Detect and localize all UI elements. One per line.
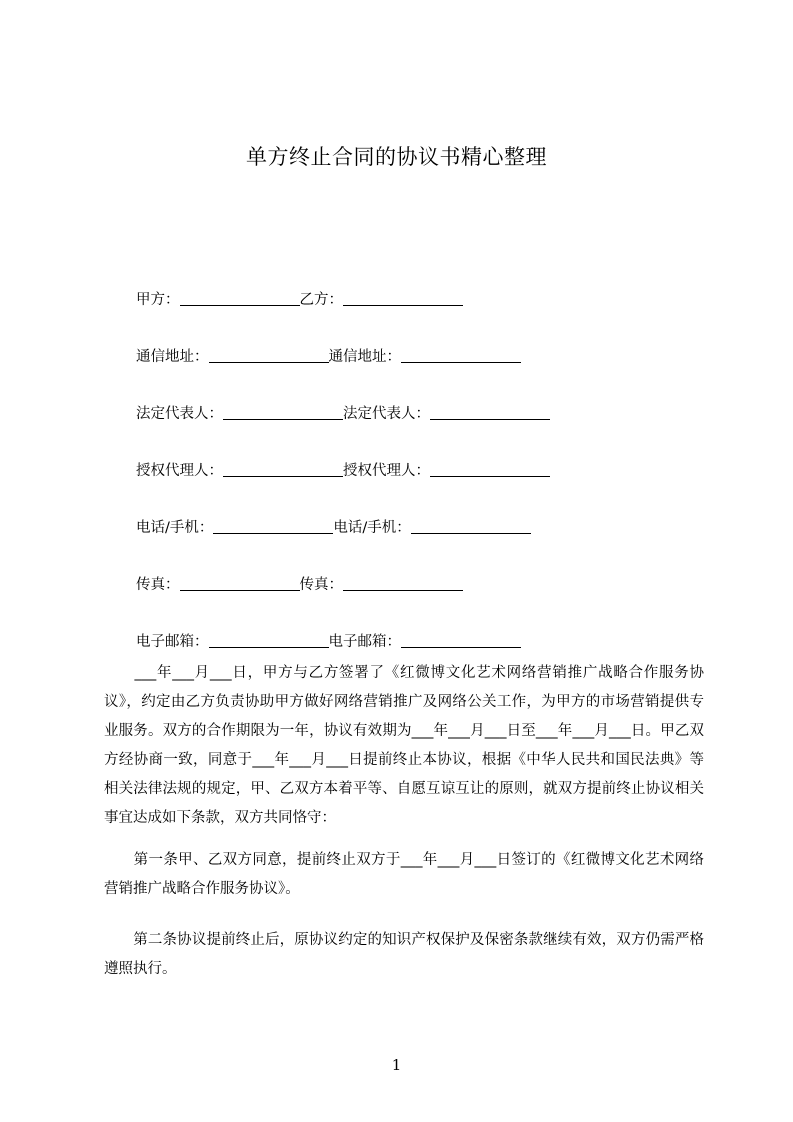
document-title: 单方终止合同的协议书精心整理: [246, 145, 547, 169]
party-b-email-blank: [401, 629, 521, 648]
party-a-agent-label: 授权代理人：: [136, 463, 223, 479]
party-b-phone-label: 电话/手机：: [333, 520, 411, 536]
party-b-legal-rep-blank: [430, 401, 550, 420]
party-b-address-label: 通信地址：: [328, 349, 401, 365]
party-a-legal-rep-label: 法定代表人：: [136, 406, 223, 422]
party-row-agent: [136, 457, 756, 514]
party-row-name: [136, 286, 756, 343]
party-row-address: [136, 343, 756, 400]
party-b-fax-label: 传真：: [299, 577, 343, 593]
party-a-agent-blank: [223, 458, 343, 477]
party-b-legal-rep-label: 法定代表人：: [343, 406, 430, 422]
party-a-fax-label: 传真：: [136, 577, 180, 593]
party-b-agent-label: 授权代理人：: [343, 463, 430, 479]
party-row-fax: [136, 571, 756, 628]
party-a-phone-blank: [213, 515, 333, 534]
party-b-label: 乙方：: [299, 292, 343, 308]
party-b-phone-blank: [411, 515, 531, 534]
party-a-legal-rep-blank: [223, 401, 343, 420]
party-row-legal-rep: [136, 400, 756, 457]
party-a-fax-blank: [180, 572, 300, 591]
party-b-fax-blank: [343, 572, 463, 591]
party-a-address-blank: [209, 344, 329, 363]
party-b-agent-blank: [430, 458, 550, 477]
article-1-paragraph: 第一条甲、乙双方同意，提前终止双方于___年___月___日签订的《红微博文化艺术网络营销推广战略合作服务协议》。: [104, 852, 704, 897]
party-a-blank: [180, 287, 300, 306]
party-info-block: [136, 286, 756, 685]
party-a-phone-label: 电话/手机：: [136, 520, 214, 536]
page-number: 1: [391, 1056, 402, 1074]
party-a-address-label: 通信地址：: [136, 349, 209, 365]
intro-paragraph: ___年___月___日，甲方与乙方签署了《红微博文化艺术网络营销推广战略合作服务协议》，约定由乙方负责协助甲方做好网络营销推广及网络公关工作，为甲方的市场营销提供专业服务。双方的合作期限为一年，协议有效期为___年___月___日至___年___月___日。甲乙双方经协商一致，同意于___年___月___日提前终止本协议，根据《中华人民共和国民法典》等相关法律法规的规定，甲、乙双方本着平等、自愿互谅互让的原则，就双方提前终止协议相关事宜达成如下条款，双方共同恪守：: [104, 665, 704, 826]
party-a-email-label: 电子邮箱：: [136, 634, 209, 650]
party-b-blank: [343, 287, 463, 306]
party-b-email-label: 电子邮箱：: [328, 634, 401, 650]
party-a-label: 甲方：: [136, 292, 180, 308]
party-b-address-blank: [401, 344, 521, 363]
article-2-paragraph: 第二条协议提前终止后，原协议约定的知识产权保护及保密条款继续有效，双方仍需严格遵照执行。: [104, 932, 704, 977]
party-row-phone: [136, 514, 756, 571]
party-a-email-blank: [209, 629, 329, 648]
